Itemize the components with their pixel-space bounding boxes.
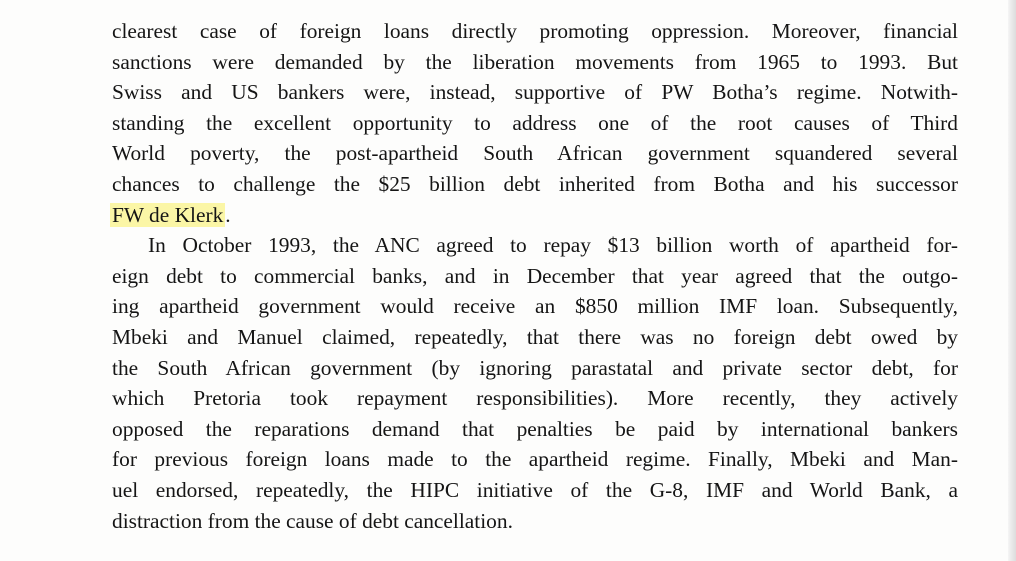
text-line: for previous foreign loans made to the apartheid regime. Finally, Mbeki and Man- [112, 447, 958, 472]
book-excerpt [112, 16, 958, 536]
text-line: sanctions were demanded by the liberation movements from 1965 to 1993. But [112, 49, 958, 74]
page-edge-shadow [1008, 0, 1016, 561]
highlighted-name[interactable]: FW de Klerk [112, 202, 224, 227]
text-line: eign debt to commercial banks, and in December that year agreed that the outgo- [112, 263, 958, 288]
text-line: World poverty, the post-apartheid South African government squandered several [112, 141, 958, 166]
text-line: standing the excellent opportunity to address one of the root causes of Third [112, 110, 958, 135]
text-line: ing apartheid government would receive an $850 million IMF loan. Subsequently, [112, 294, 958, 319]
text-line: clearest case of foreign loans directly promoting oppression. Moreover, financial [112, 19, 958, 43]
text-line: chances to challenge the $25 billion debt inherited from Botha and his successor [112, 171, 958, 196]
text-line: opposed the reparations demand that penalties be paid by international bankers [112, 416, 958, 441]
text-line: the South African government (by ignoring parastatal and private sector debt, for [112, 355, 958, 380]
text-line: In October 1993, the ANC agreed to repay $13 billion worth of apartheid for- [148, 233, 958, 258]
text-line: Swiss and US bankers were, instead, supportive of PW Botha’s regime. Notwith- [112, 80, 958, 105]
text-line: Mbeki and Manuel claimed, repeatedly, that there was no foreign debt owed by [112, 324, 958, 349]
text-line: uel endorsed, repeatedly, the HIPC initiative of the G-8, IMF and World Bank, a [112, 477, 958, 502]
text-line-final [112, 200, 958, 231]
text-line: which Pretoria took repayment responsibilities). More recently, they actively [112, 386, 958, 411]
sentence-period: . [225, 202, 231, 227]
text-line-final: distraction from the cause of debt cancellation. [112, 508, 513, 533]
paragraph-2 [112, 230, 958, 536]
paragraph-1 [112, 16, 958, 230]
